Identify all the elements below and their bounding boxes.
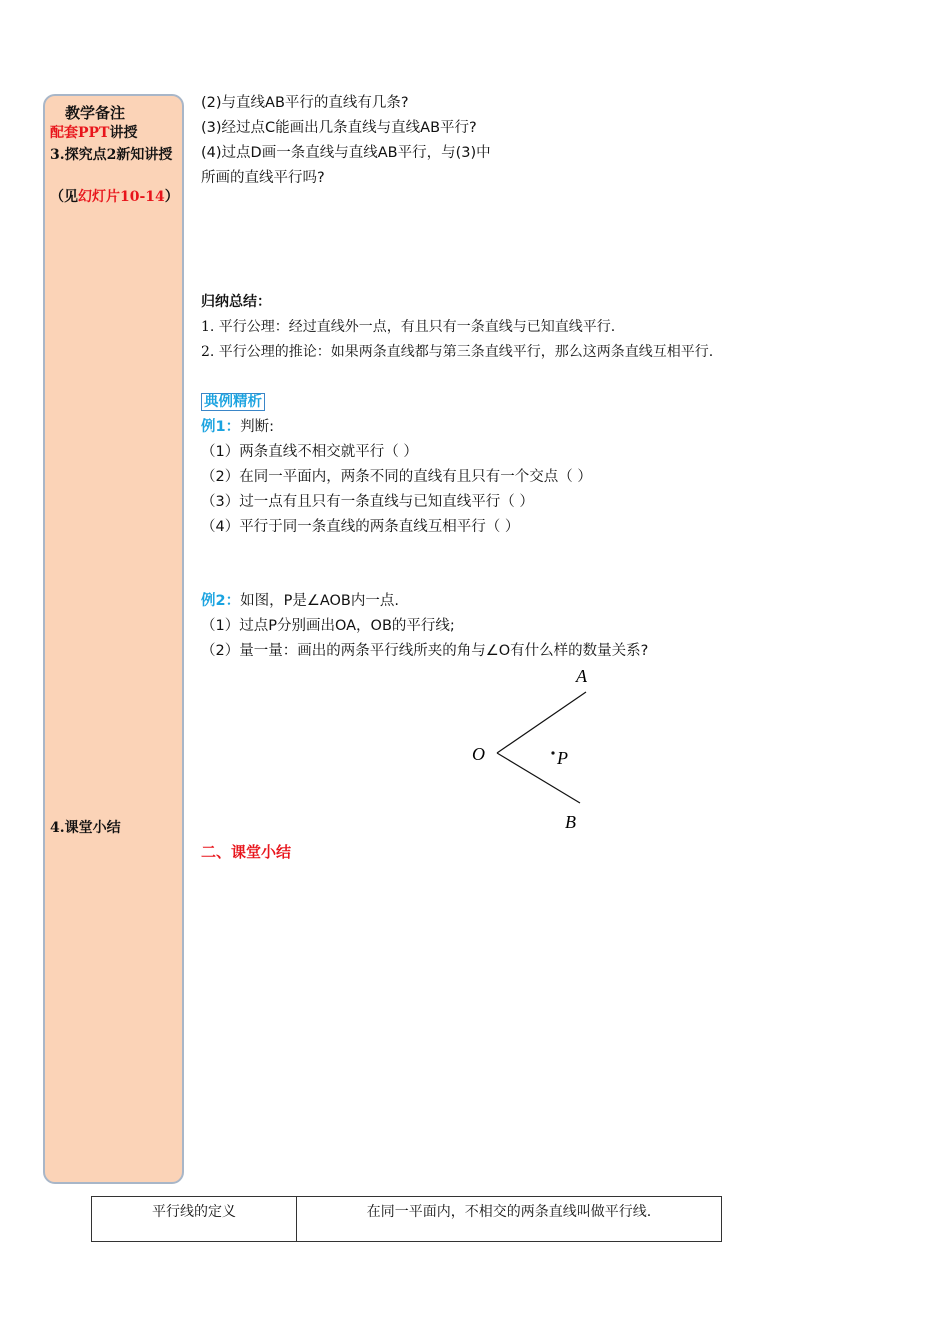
summary-item-1: 1. 平行公理：经过直线外一点，有且只有一条直线与已知直线平行.	[201, 319, 616, 335]
ppt-label: 配套PPT	[50, 125, 110, 141]
slides-open: （见	[50, 189, 78, 205]
sidebar-step3: 3.探究点2新知讲授	[50, 147, 173, 163]
label-o: O	[472, 744, 485, 764]
sidebar-step4: 4.课堂小结	[50, 820, 121, 836]
question-4-line1: (4)过点D画一条直线与直线AB平行，与(3)中	[201, 145, 491, 161]
example-1-block	[201, 390, 592, 540]
question-block	[201, 91, 491, 191]
ray-oa	[497, 692, 586, 753]
summary-table	[91, 1196, 722, 1242]
label-p: P	[557, 748, 568, 768]
sidebar-ppt-note	[50, 123, 137, 144]
ppt-suffix: 讲授	[109, 125, 138, 141]
section-2-title	[201, 840, 291, 865]
summary-title: 归纳总结：	[201, 294, 271, 310]
example-1-item: （1）两条直线不相交就平行（ ）	[201, 444, 418, 460]
summary-block	[201, 290, 713, 365]
table-cell-term: 平行线的定义	[92, 1197, 297, 1242]
question-2: (2)与直线AB平行的直线有几条?	[201, 95, 409, 111]
examples-section-title: 典例精析	[201, 393, 265, 411]
label-a: A	[576, 666, 587, 686]
sidebar-slides-ref	[50, 187, 182, 208]
sidebar-title: 教学备注	[65, 104, 126, 122]
example-1-item: （3）过一点有且只有一条直线与已知直线平行（ ）	[201, 494, 534, 510]
section-2-title-text: 二、课堂小结	[201, 843, 292, 861]
angle-aob-figure	[460, 660, 620, 840]
example-2-label: 例2：	[201, 593, 241, 609]
slides-ref: 幻灯片10-14	[78, 189, 165, 205]
example-2-prompt: 如图，P是∠AOB内一点.	[240, 593, 399, 609]
table-row	[92, 1197, 722, 1242]
example-2-block	[201, 589, 648, 664]
point-p	[551, 751, 554, 754]
example-1-item: （2）在同一平面内，两条不同的直线有且只有一个交点（ ）	[201, 469, 592, 485]
question-4-line2: 所画的直线平行吗?	[201, 170, 325, 186]
teaching-notes-sidebar	[43, 94, 184, 1184]
example-1-prompt: 判断:	[240, 419, 274, 435]
example-1-item: （4）平行于同一条直线的两条直线互相平行（ ）	[201, 519, 520, 535]
question-3: (3)经过点C能画出几条直线与直线AB平行?	[201, 120, 477, 136]
slides-close: ）	[164, 189, 179, 205]
summary-item-2: 2. 平行公理的推论：如果两条直线都与第三条直线平行，那么这两条直线互相平行.	[201, 344, 714, 360]
example-2-item: （1）过点P分别画出OA，OB的平行线;	[201, 618, 455, 634]
example-2-item: （2）量一量：画出的两条平行线所夹的角与∠O有什么样的数量关系?	[201, 643, 649, 659]
example-1-label: 例1：	[201, 419, 241, 435]
label-b: B	[565, 812, 576, 832]
table-cell-definition: 在同一平面内，不相交的两条直线叫做平行线.	[297, 1197, 722, 1242]
